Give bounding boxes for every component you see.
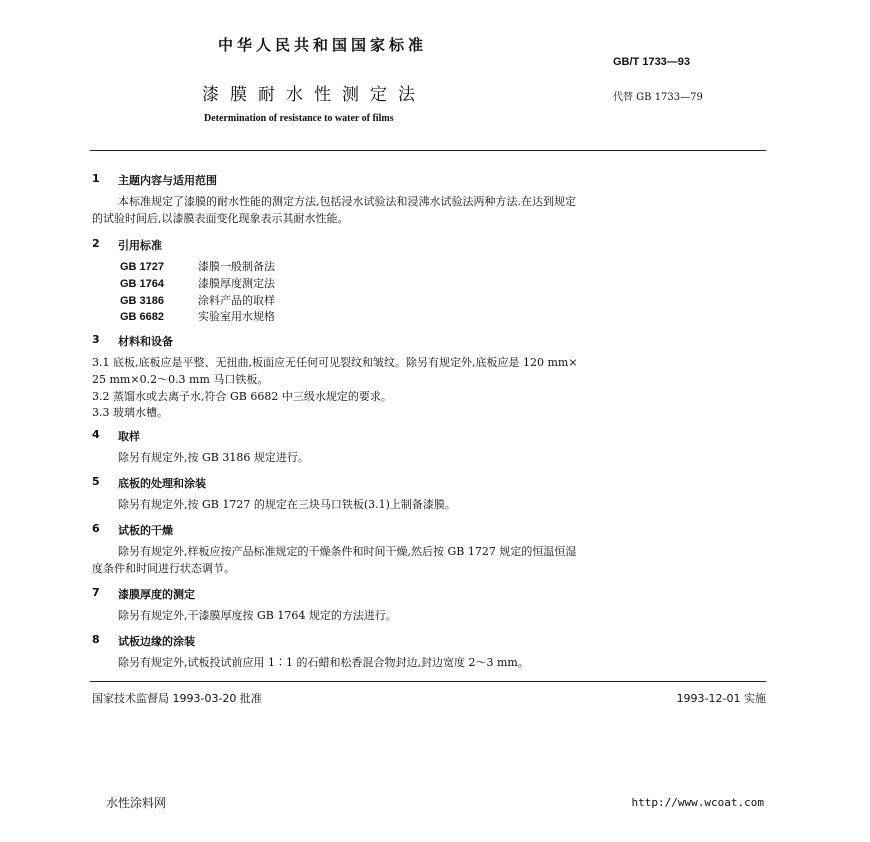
section-number: 2 (92, 237, 100, 250)
section-number: 3 (92, 333, 100, 346)
reference-name: 涂料产品的取样 (198, 294, 275, 307)
effective-date: 1993-12-01 实施 (676, 692, 766, 705)
section-title: 底板的处理和涂装 (118, 477, 206, 490)
section-title: 主题内容与适用范围 (118, 174, 217, 187)
clause-line: 3.3 玻璃水槽。 (92, 406, 168, 419)
section-title: 材料和设备 (118, 335, 173, 348)
paragraph-line: 的试验时间后,以漆膜表面变化现象表示其耐水性能。 (92, 212, 349, 225)
footer-divider (90, 681, 766, 682)
header-divider (90, 150, 766, 151)
section-title: 试板边缘的涂装 (118, 635, 195, 648)
section-title: 漆膜厚度的测定 (118, 588, 195, 601)
national-standard-heading: 中华人民共和国国家标准 (218, 36, 428, 54)
reference-item (120, 308, 275, 326)
clause-line: 3.2 蒸馏水或去离子水,符合 GB 6682 中三级水规定的要求。 (92, 390, 392, 403)
section-number: 5 (92, 475, 100, 488)
reference-code: GB 6682 (120, 311, 165, 323)
clause-line: 3.1 底板,底板应是平整、无扭曲,板面应无任何可见裂纹和皱纹。除另有规定外,底板应是 120 mm× (92, 356, 578, 369)
section-number: 8 (92, 633, 100, 646)
section-number: 1 (92, 172, 100, 185)
replaces-note: 代替 GB 1733—79 (613, 92, 703, 103)
clause-line: 25 mm×0.2～0.3 mm 马口铁板。 (92, 373, 269, 386)
paragraph-line: 本标准规定了漆膜的耐水性能的测定方法,包括浸水试验法和浸沸水试验法两种方法.在达到规定 (118, 195, 576, 208)
reference-code: GB 1727 (120, 261, 165, 273)
section-number: 7 (92, 586, 100, 599)
paragraph-line: 除另有规定外,按 GB 3186 规定进行。 (118, 451, 309, 464)
paragraph-line: 除另有规定外,样板应按产品标准规定的干燥条件和时间干燥,然后按 GB 1727 规定的恒温恒湿 (118, 545, 577, 558)
reference-code: GB 1764 (120, 278, 165, 290)
paragraph-line: 除另有规定外,试板投试前应用 1∶1 的石蜡和松香混合物封边,封边宽度 2～3 mm。 (118, 656, 529, 669)
document-title: 漆膜耐水性测定法 (202, 85, 426, 105)
reference-item (120, 275, 275, 293)
section-title: 试板的干燥 (118, 524, 173, 537)
site-name: 水性涂料网 (106, 796, 167, 810)
reference-code: GB 3186 (120, 295, 165, 307)
site-url-link[interactable]: http://www.wcoat.com (631, 796, 764, 809)
section-title: 引用标准 (118, 239, 162, 252)
english-title: Determination of resistance to water of films (204, 113, 394, 124)
paragraph-line: 除另有规定外,干漆膜厚度按 GB 1764 规定的方法进行。 (118, 609, 397, 622)
reference-item (120, 258, 275, 276)
paragraph-line: 除另有规定外,按 GB 1727 的规定在三块马口铁板(3.1)上制备漆膜。 (118, 498, 456, 511)
reference-name: 漆膜一般制备法 (198, 260, 275, 273)
paragraph-line: 度条件和时间进行状态调节。 (92, 562, 235, 575)
reference-name: 漆膜厚度测定法 (198, 277, 275, 290)
reference-name: 实验室用水规格 (198, 310, 275, 323)
standard-number: GB/T 1733—93 (613, 56, 691, 68)
approval-date: 国家技术监督局 1993-03-20 批准 (92, 692, 262, 705)
section-title: 取样 (118, 430, 140, 443)
section-number: 6 (92, 522, 100, 535)
section-number: 4 (92, 428, 100, 441)
